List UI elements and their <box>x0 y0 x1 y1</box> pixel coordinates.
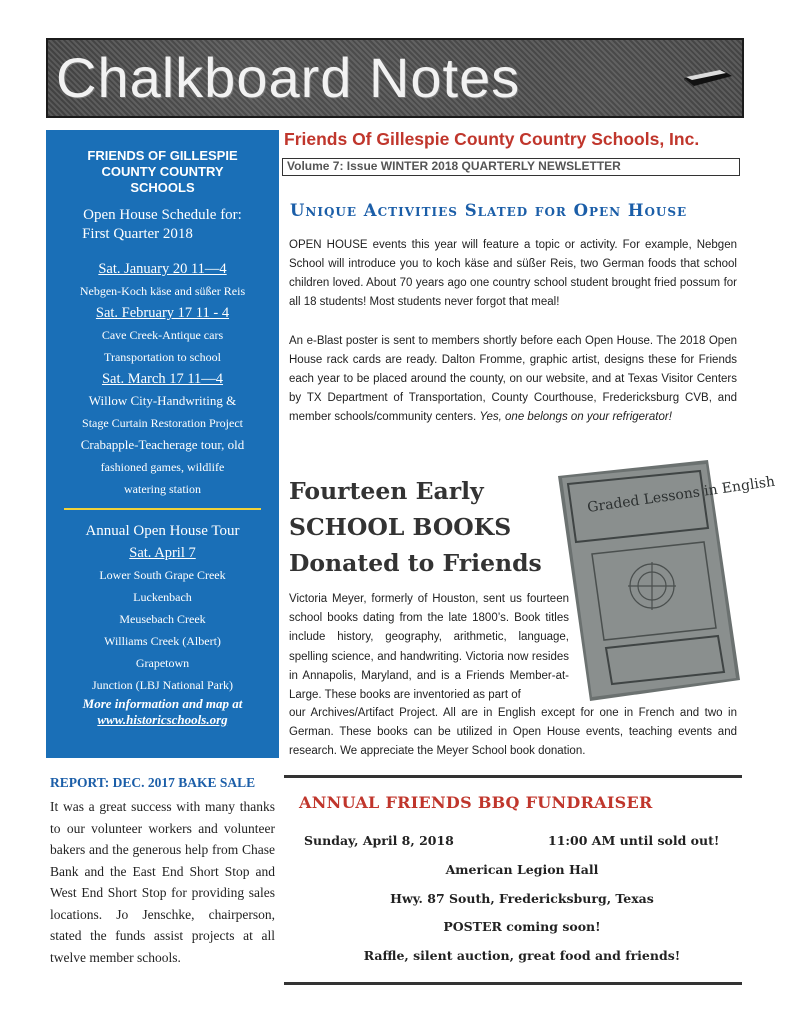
bbq-extras: Raffle, silent auction, great food and friends! <box>363 948 681 963</box>
article1-paragraph2 <box>289 332 737 427</box>
article2-heading-line1: Fourteen Early <box>289 477 484 505</box>
bbq-address: Hwy. 87 South, Fredericksburg, Texas <box>390 891 654 906</box>
article2-heading <box>289 473 559 581</box>
sidebar-schedule <box>46 130 279 758</box>
org-title: Friends Of Gillespie County Country Schools, Inc. <box>284 129 700 149</box>
sidebar-org-line1: FRIENDS OF GILLESPIE <box>87 148 238 163</box>
old-book-photo <box>548 458 776 703</box>
tour-title: Annual Open House Tour <box>85 523 240 539</box>
schedule-heading: Open House Schedule for: <box>83 207 242 223</box>
article1-paragraph2-italic: Yes, one belongs on your refrigerator! <box>479 411 672 423</box>
event-desc-mar-3: Crabapple-Teacherage tour, old <box>80 437 245 452</box>
bbq-time: 11:00 AM until sold out! <box>548 833 720 848</box>
volume-issue-box: Volume 7: Issue WINTER 2018 QUARTERLY NEWSLETTER <box>282 158 740 176</box>
article1-paragraph1: OPEN HOUSE events this year will feature a topic or activity. For example, Nebgen School will introduce you to koch käse and süßer Reis, two German foods that school children loved. About 70 years ago one country school student brought fried possum for all 18 students! Most students never forgot that meal! <box>289 239 737 308</box>
bbq-rule-top <box>284 775 742 778</box>
event-desc-feb-1: Cave Creek-Antique cars <box>101 328 224 342</box>
bake-sale-body: It was a great success with many thanks to our volunteer workers and volunteer bakers and the generous help from Chase Bank and the East End Short Stop and West End Short Stop for providing sales locations. Jo Jenschke, chairperson, stated the funds assist projects at all twelve member schools. <box>50 799 275 965</box>
bbq-venue: American Legion Hall <box>445 862 599 877</box>
bbq-date: Sunday, April 8, 2018 <box>304 833 454 848</box>
event-date-mar: Sat. March 17 11—4 <box>101 371 224 387</box>
tour-stop: Luckenbach <box>133 590 192 604</box>
event-desc-mar-5: watering station <box>124 482 201 496</box>
chalkboard-eraser-icon <box>682 66 734 88</box>
bbq-poster: POSTER coming soon! <box>443 919 601 934</box>
event-desc-jan: Nebgen-Koch käse and süßer Reis <box>79 284 246 298</box>
tour-stop: Williams Creek (Albert) <box>104 634 221 648</box>
sidebar-divider <box>64 508 261 510</box>
masthead-title: Chalkboard Notes <box>56 46 521 109</box>
article2-paragraph1: Victoria Meyer, formerly of Houston, sent us fourteen school books dating from the late 1800’s. Book titles include history, geography, arithmetic, language, spelling science, and handwriting. Victoria now resides in Annapolis, Maryland, and is a Friends Member-at-Large. These books are inventoried as part of <box>289 593 569 702</box>
event-desc-mar-2: Stage Curtain Restoration Project <box>82 416 243 430</box>
article2-paragraph2: our Archives/Artifact Project. All are in English except for one in French and two in German. These books can be utilized in Open House events, teaching events and research. We appreciate the Meyer School book donation. <box>289 707 737 757</box>
event-desc-mar-1: Willow City-Handwriting & <box>88 393 237 408</box>
article2-heading-line3: Donated to Friends <box>289 549 542 577</box>
more-info-text: More information and map at <box>82 696 243 711</box>
tour-stop: Meusebach Creek <box>119 612 206 626</box>
tour-stop: Lower South Grape Creek <box>99 568 226 582</box>
website-link[interactable]: www.historicschools.org <box>97 712 228 727</box>
book-cover-title: Graded Lessons in English <box>586 473 776 516</box>
article1-paragraph2-text: An e-Blast poster is sent to members shortly before each Open House. The 2018 Open House rack cards are ready. Dalton Fromme, graphic artist, designs these for Friends each year to be placed around the county, on our website, and at Texas Visitor Centers by TX Department of Transportation, County Courthouse, Fredericksburg CVB, and member schools/community centers. <box>289 335 737 423</box>
event-desc-feb-2: Transportation to school <box>104 350 221 364</box>
tour-stop: Junction (LBJ National Park) <box>92 678 233 692</box>
event-date-jan: Sat. January 20 11—4 <box>98 261 227 277</box>
masthead-banner <box>46 38 744 118</box>
tour-stop: Grapetown <box>135 656 190 670</box>
bbq-rule-bottom <box>284 982 742 985</box>
sidebar-org-line2: COUNTY COUNTRY <box>101 164 224 179</box>
sidebar-org-line3: SCHOOLS <box>130 180 195 195</box>
schedule-subheading: First Quarter 2018 <box>82 226 193 242</box>
bake-sale-heading: REPORT: DEC. 2017 BAKE SALE <box>50 775 256 790</box>
bbq-heading: ANNUAL FRIENDS BBQ FUNDRAISER <box>299 793 653 812</box>
article2-heading-line2: SCHOOL BOOKS <box>289 513 512 541</box>
article1-heading: Unique Activities Slated for Open House <box>290 201 688 220</box>
tour-date: Sat. April 7 <box>129 545 196 561</box>
event-date-feb: Sat. February 17 11 - 4 <box>95 305 230 321</box>
event-desc-mar-4: fashioned games, wildlife <box>100 460 225 474</box>
